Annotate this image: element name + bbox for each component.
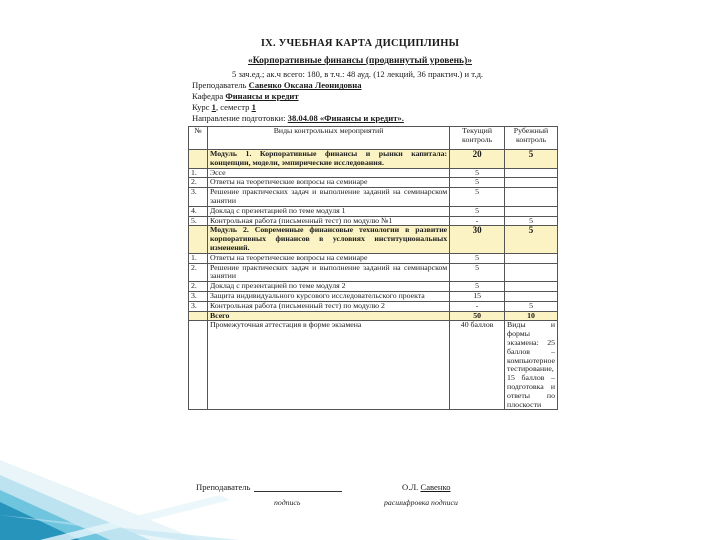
row-midterm-cell: 5	[505, 226, 558, 253]
row-num-cell: 3.	[189, 301, 208, 311]
row-activity-cell: Промежуточная аттестация в форме экзамена	[207, 321, 449, 410]
course-value: 1	[211, 102, 216, 112]
row-activity-cell: Решение практических задач и выполнение заданий на семинарском занятии	[207, 188, 449, 207]
discipline-name: «Корпоративные финансы (продвинутый уровень)»	[248, 56, 472, 66]
row-current-cell: 15	[450, 291, 505, 301]
row-num-cell: 1.	[189, 168, 208, 178]
semester-label: , семестр	[215, 102, 250, 112]
row-current-cell: 5	[450, 282, 505, 292]
dept-line	[192, 91, 299, 102]
table-row	[189, 253, 558, 263]
signature-line	[196, 482, 342, 492]
col-header-midterm-control: Рубежный контроль	[505, 127, 558, 150]
row-activity-cell: Ответы на теоретические вопросы на семинаре	[207, 178, 449, 188]
row-midterm-cell: 5	[505, 301, 558, 311]
row-midterm-cell	[505, 253, 558, 263]
row-midterm-cell	[505, 168, 558, 178]
table-row	[189, 282, 558, 292]
table-body	[189, 150, 558, 410]
row-activity-cell: Всего	[207, 311, 449, 321]
exam-row	[189, 321, 558, 410]
row-midterm-cell: 5	[505, 216, 558, 226]
row-activity-cell: Модуль 2. Современные финансовые технологии в развитие корпоративных финансов в условиях институциональных изменений.	[207, 226, 449, 253]
table-row	[189, 188, 558, 207]
row-midterm-cell	[505, 206, 558, 216]
row-activity-cell: Доклад с презентацией по теме модуля 1	[207, 206, 449, 216]
row-midterm-cell: Виды и формы экзамена: 25 баллов – компьютерное тестирование, 15 баллов – подготовка и ответы по плоскости	[505, 321, 558, 410]
row-current-cell: 5	[450, 263, 505, 282]
row-current-cell: 40 баллов	[450, 321, 505, 410]
row-midterm-cell: 5	[505, 150, 558, 169]
row-num-cell	[189, 226, 208, 253]
caption-signature: подпись	[274, 498, 301, 507]
row-activity-cell: Модуль 1. Корпоративные финансы и рынки капитала: концепции, модели, эмпирические исследования.	[207, 150, 449, 169]
row-num-cell: 3.	[189, 291, 208, 301]
dept-label: Кафедра	[192, 91, 224, 101]
credits-line: 5 зач.ед.; ак.ч всего: 180, в т.ч.: 48 ауд. (12 лекций, 36 практич.) и т.д.	[232, 69, 484, 79]
row-num-cell: 2.	[189, 178, 208, 188]
row-num-cell: 4.	[189, 206, 208, 216]
row-midterm-cell	[505, 291, 558, 301]
doc-title: IX. УЧЕБНАЯ КАРТА ДИСЦИПЛИНЫ	[260, 38, 460, 49]
table-row	[189, 301, 558, 311]
row-activity-cell: Эссе	[207, 168, 449, 178]
row-current-cell: 5	[450, 188, 505, 207]
course-label: Курс	[192, 102, 210, 112]
teacher-label: Преподаватель	[192, 80, 247, 90]
row-current-cell: 5	[450, 206, 505, 216]
signature-surname: Савенко	[420, 482, 451, 492]
col-header-activities: Виды контрольных мероприятий	[207, 127, 449, 150]
row-num-cell: 3.	[189, 188, 208, 207]
row-current-cell: -	[450, 216, 505, 226]
row-current-cell: 5	[450, 253, 505, 263]
signature-label: Преподаватель	[196, 482, 251, 492]
col-header-num: №	[189, 127, 208, 150]
caption-decode: расшифровка подписи	[384, 498, 458, 507]
module-row	[189, 226, 558, 253]
row-num-cell	[189, 321, 208, 410]
direction-line	[192, 113, 404, 124]
signature-blank	[254, 482, 342, 492]
row-num-cell	[189, 311, 208, 321]
signature-name	[402, 482, 451, 492]
row-midterm-cell: 10	[505, 311, 558, 321]
course-line	[192, 102, 256, 113]
module-row	[189, 150, 558, 169]
row-activity-cell: Контрольная работа (письменный тест) по модулю 2	[207, 301, 449, 311]
direction-label: Направление подготовки:	[192, 113, 286, 123]
table-header-row	[189, 127, 558, 150]
direction-value: 38.04.08 «Финансы и кредит».	[287, 113, 404, 123]
teacher-name: Савенко Оксана Леонидовна	[248, 80, 362, 90]
row-current-cell: -	[450, 301, 505, 311]
row-activity-cell: Защита индивидуального курсового исследовательского проекта	[207, 291, 449, 301]
row-midterm-cell	[505, 178, 558, 188]
col-header-current-control: Текущий контроль	[450, 127, 505, 150]
signature-initials: О.Л.	[402, 482, 419, 492]
row-activity-cell: Доклад с презентацией по теме модуля 2	[207, 282, 449, 292]
row-current-cell: 5	[450, 178, 505, 188]
row-num-cell	[189, 150, 208, 169]
row-current-cell: 30	[450, 226, 505, 253]
row-num-cell: 5.	[189, 216, 208, 226]
row-activity-cell: Решение практических задач и выполнение заданий на семинарском занятии	[207, 263, 449, 282]
table-row	[189, 263, 558, 282]
table-row	[189, 206, 558, 216]
row-midterm-cell	[505, 263, 558, 282]
dept-name: Финансы и кредит	[225, 91, 299, 101]
teacher-line	[192, 80, 362, 91]
row-midterm-cell	[505, 282, 558, 292]
row-activity-cell: Контрольная работа (письменный тест) по модулю №1	[207, 216, 449, 226]
row-num-cell: 2.	[189, 282, 208, 292]
row-activity-cell: Ответы на теоретические вопросы на семинаре	[207, 253, 449, 263]
semester-value: 1	[251, 102, 256, 112]
row-current-cell: 20	[450, 150, 505, 169]
row-num-cell: 2.	[189, 263, 208, 282]
row-current-cell: 5	[450, 168, 505, 178]
row-current-cell: 50	[450, 311, 505, 321]
control-activities-table	[188, 126, 558, 410]
row-num-cell: 1.	[189, 253, 208, 263]
table-row	[189, 291, 558, 301]
row-midterm-cell	[505, 188, 558, 207]
